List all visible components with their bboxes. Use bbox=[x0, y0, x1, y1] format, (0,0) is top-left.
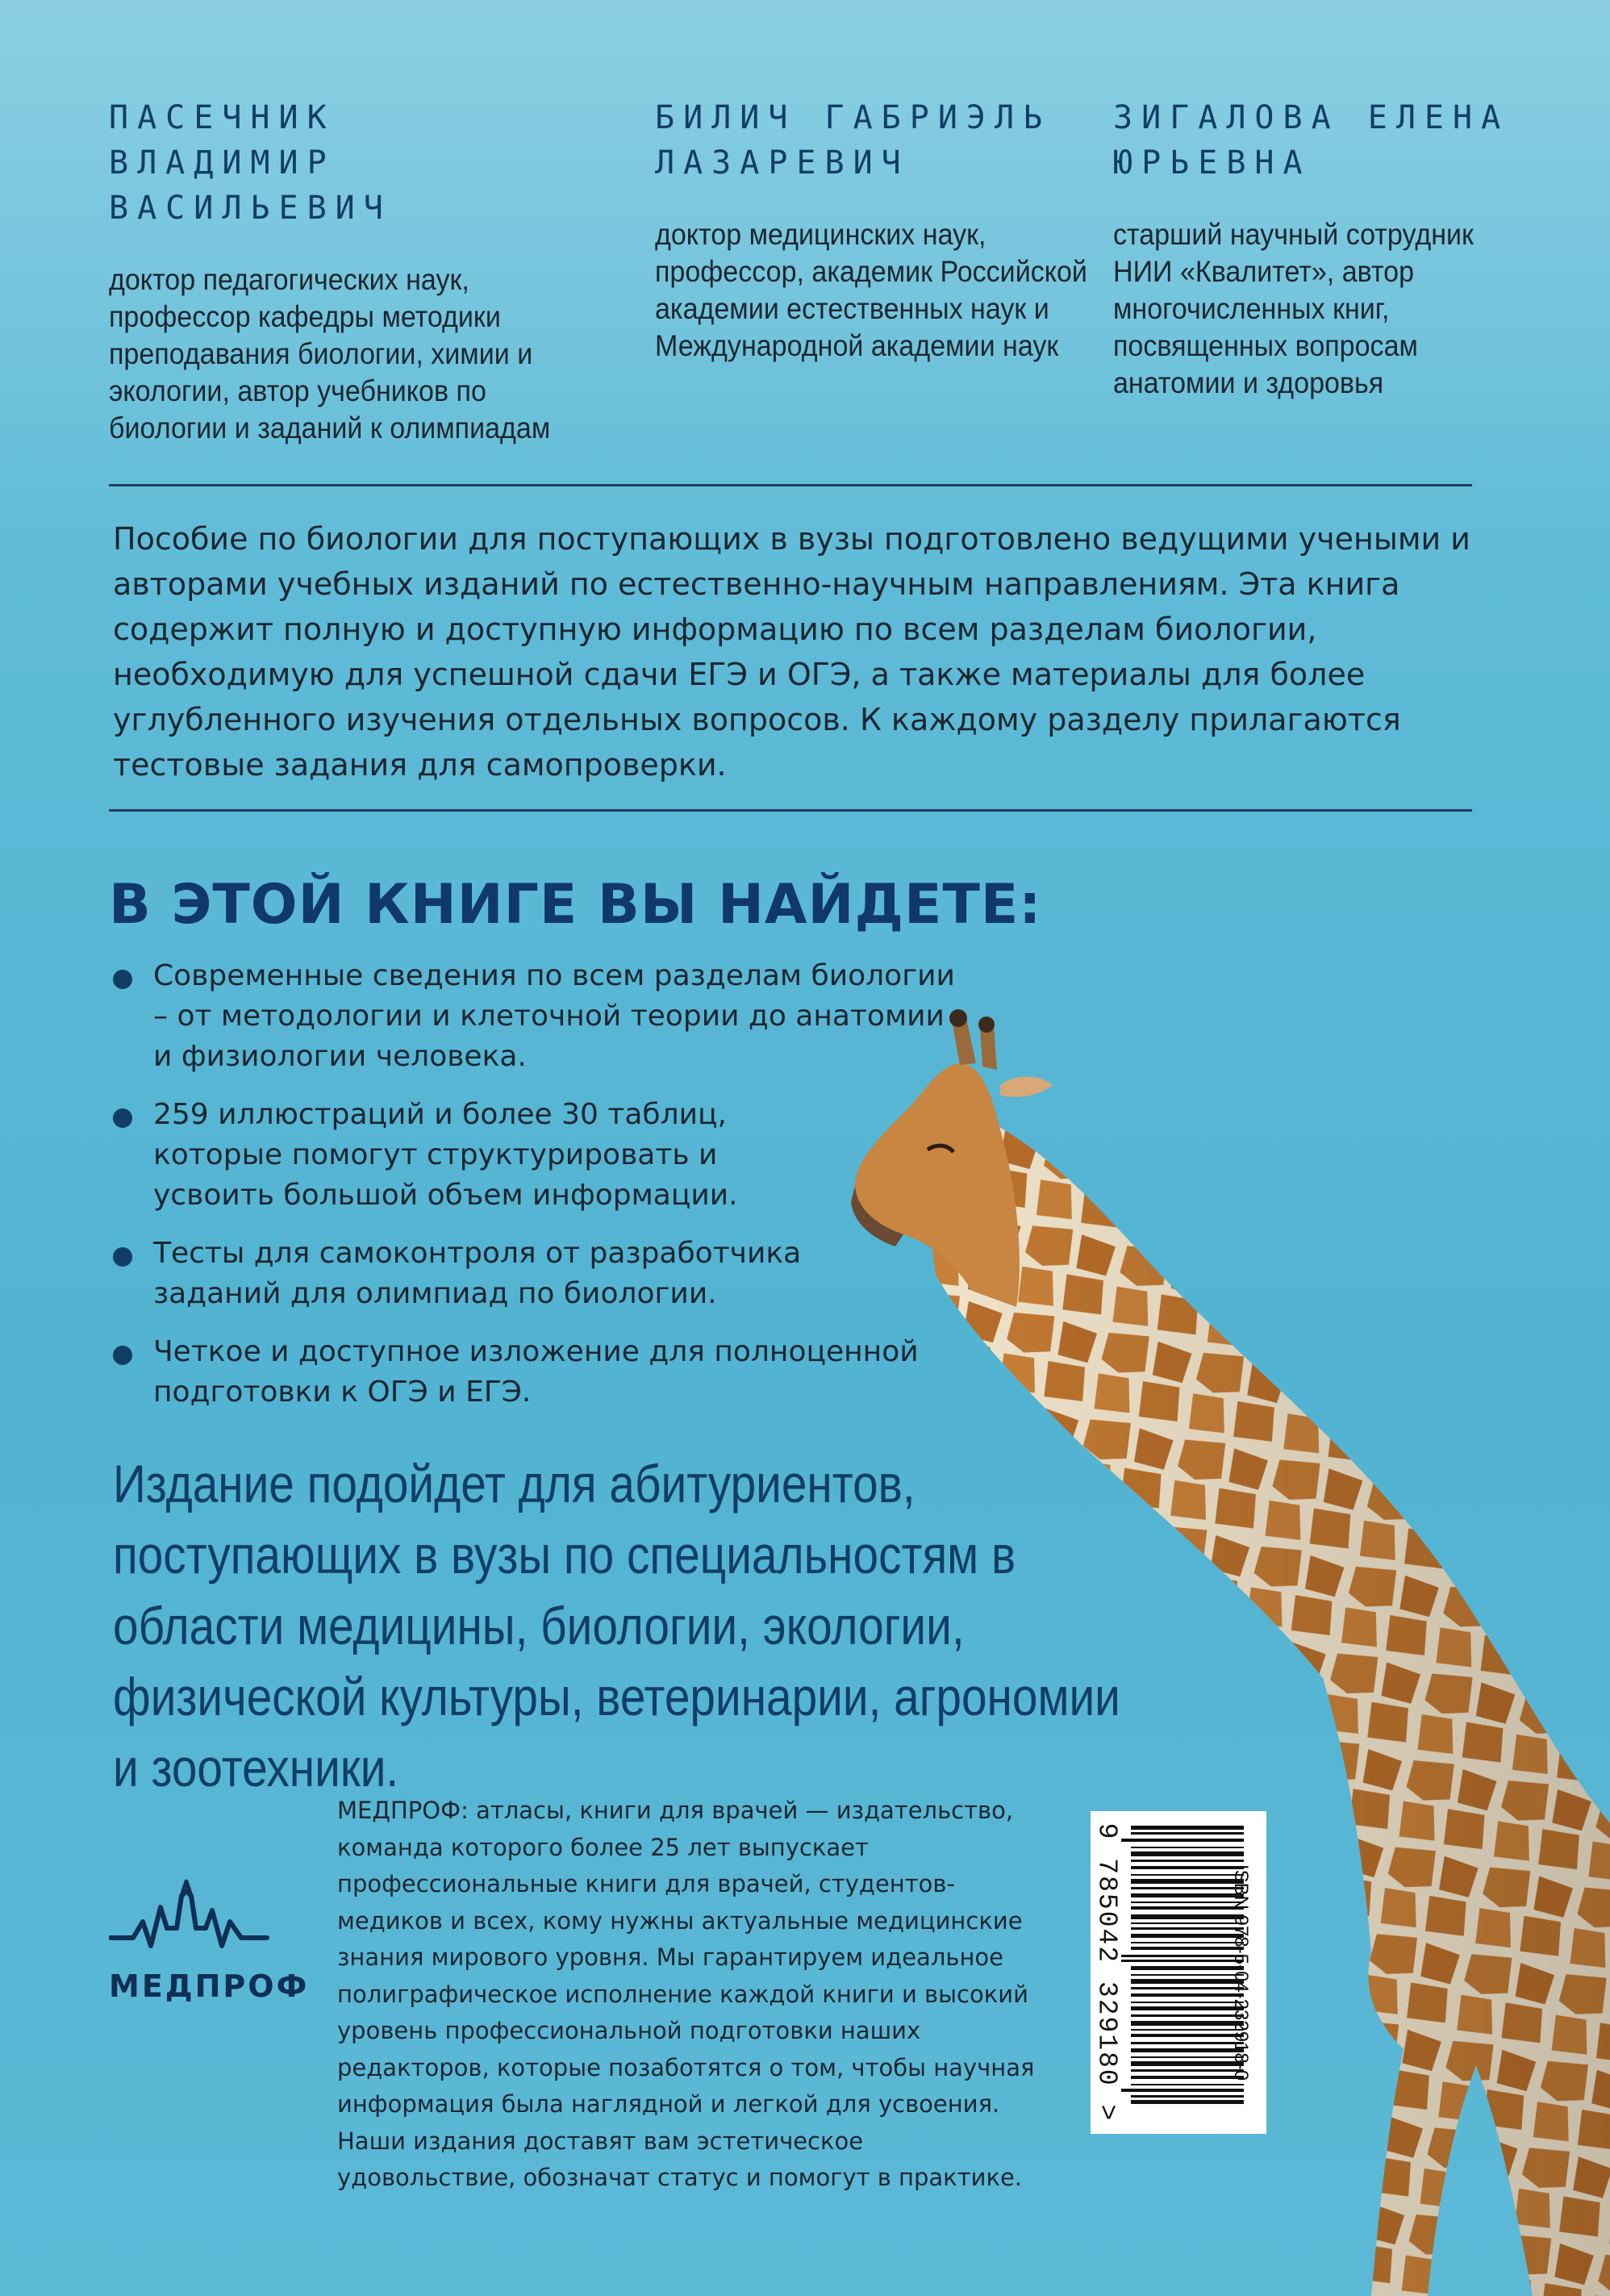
author-bilich bbox=[655, 95, 1107, 365]
list-item bbox=[113, 1095, 960, 1216]
intro-paragraph: Пособие по биологии для поступающих в вузы подготовлено ведущими учеными и авторами учебных изданий по естественно-научным направлениям. Эта книга содержит полную и доступную информацию по всем разделам биологии, необходимую для успешной сдачи ЕГЭ и ОГЭ, а также материалы для более углубленного изучения отдельных вопросов. К каждому разделу прилагаются тестовые задания для самопроверки. bbox=[113, 521, 1470, 783]
author-description: доктор медицинских наук, профессор, академик Российской академии естественных наук и Международной академии наук bbox=[655, 218, 1087, 362]
isbn-label: ISBN 978-5-04-232918-0 bbox=[1230, 1864, 1252, 2081]
publisher-description: МЕДПРОФ: атласы, книги для врачей — издательство, команда которого более 25 лет выпускает профессиональные книги для врачей, студентов-медиков и всех, кому нужны актуальные медицинские знания мирового уровня. Мы гарантируем идеальное полиграфическое исполнение каждой книги и высокий уровень профессиональной подготовки наших редакторов, которые позаботятся о том, чтобы научная информация была наглядной и легкой для усвоения. Наши издания доставят вам эстетическое удовольствие, обозначат статус и помогут в практике. bbox=[337, 1797, 1035, 2191]
medprof-logo bbox=[109, 1872, 310, 2004]
barcode-digits: 9 785042 329180 > bbox=[1091, 1822, 1122, 2123]
logo-wordmark: МЕДПРОФ bbox=[109, 1968, 310, 2004]
author-name-line1: ЗИГАЛОВА ЕЛЕНА bbox=[1113, 99, 1510, 136]
author-name-line2: ЛАЗАРЕВИЧ bbox=[655, 144, 910, 182]
list-item-text: Четкое и доступное изложение для полноценной подготовки к ОГЭ и ЕГЭ. bbox=[153, 1335, 919, 1409]
bullet-icon bbox=[113, 1108, 132, 1128]
list-item bbox=[113, 956, 960, 1077]
divider-bottom bbox=[109, 809, 1472, 812]
author-name-line1: ПАСЕЧНИК ВЛАДИМИР bbox=[109, 99, 336, 182]
bullet-icon bbox=[113, 1247, 132, 1267]
features-heading: В ЭТОЙ КНИГЕ ВЫ НАЙДЕТЕ: bbox=[109, 873, 1042, 937]
list-item-text: Тесты для самоконтроля от разработчика заданий для олимпиад по биологии. bbox=[153, 1237, 802, 1310]
bullet-icon bbox=[113, 1346, 132, 1365]
list-item-text: Современные сведения по всем разделам биологии – от методологии и клеточной теории до анатомии и физиологии человека. bbox=[153, 959, 955, 1073]
author-name-line2: ВАСИЛЬЕВИЧ bbox=[109, 190, 392, 227]
author-name-line1: БИЛИЧ ГАБРИЭЛЬ bbox=[655, 99, 1052, 136]
author-pasechnik bbox=[109, 95, 561, 447]
divider-top bbox=[109, 484, 1472, 486]
list-item bbox=[113, 1332, 960, 1413]
audience-statement: Издание подойдет для абитуриентов, поступающих в вузы по специальностям в области медицины, биологии, экологии, физической культуры, ветеринарии, агрономии и зоотехники. bbox=[113, 1454, 1120, 1797]
author-description: доктор педагогических наук, профессор кафедры методики преподавания биологии, химии и экологии, автор учебников по биологии и заданий к олимпиадам bbox=[109, 263, 551, 445]
list-item bbox=[113, 1234, 960, 1314]
author-name bbox=[655, 95, 1107, 186]
author-name-line2: ЮРЬЕВНА bbox=[1113, 144, 1312, 182]
author-description: старший научный сотрудник НИИ «Квалитет», автор многочисленных книг, посвященных вопросам анатомии и здоровья bbox=[1113, 218, 1474, 399]
author-name bbox=[1113, 95, 1565, 186]
author-zigalova bbox=[1113, 95, 1565, 402]
features-list bbox=[113, 956, 960, 1430]
skyline-logo-icon bbox=[109, 1872, 294, 1960]
list-item-text: 259 иллюстраций и более 30 таблиц, которые помогут структурировать и усвоить большой объем информации. bbox=[153, 1098, 738, 1212]
author-name bbox=[109, 95, 561, 231]
bullet-icon bbox=[113, 970, 132, 989]
